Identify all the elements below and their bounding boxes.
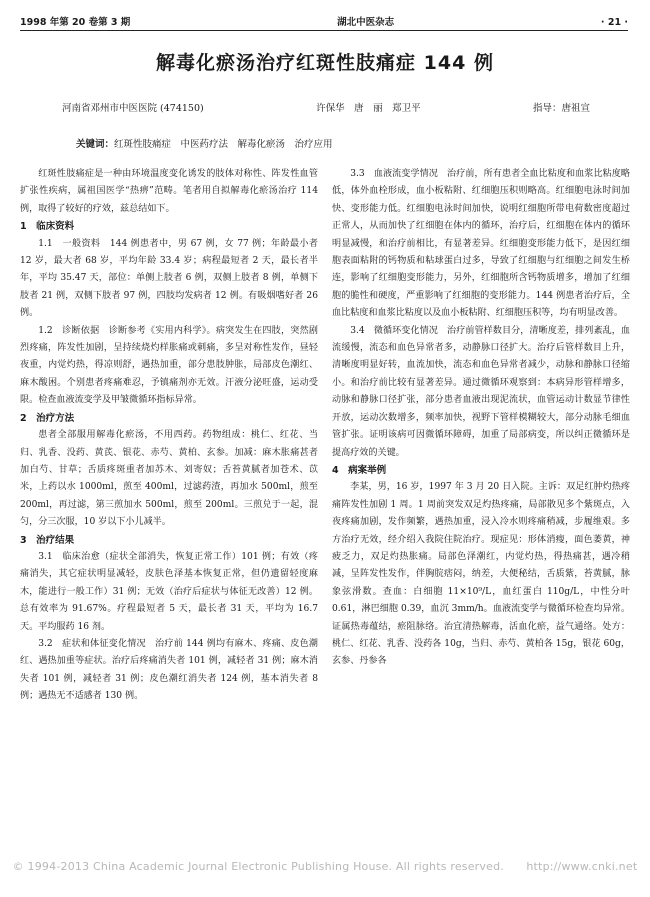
paragraph: 红斑性肢痛症是一种由环境温度变化诱发的肢体对称性、阵发性血管扩张性疾病，属祖国医学“热痹”范畴。笔者用自拟解毒化瘀汤治疗 114 例，取得了较好的疗效，兹总结如下。 (20, 169, 318, 214)
keywords (76, 136, 610, 150)
paragraph: 3.3 血液流变学情况 治疗前，所有患者全血比粘度和血浆比粘度略低，体外血栓形成，血小板粘附、红细胞压积则略高。红细胞电泳时间加快、变形能力低。红细胞电泳时间加快，说明红细胞所带电荷数密度超过正常人，从而加快了红细胞在体内的循环，治疗后，红细胞在体内的循环明显减慢，和治疗前相比，有显著差异。红细胞变形能力低下，是因红细胞表面粘附的钙物质和粘球蛋白过多，导致了红细胞与红细胞之间发生桥连，影响了红细胞变形能力，另外，红细胞所含钙物质增多，增加了红细胞的脆性和硬度，严重影响了红细胞的变形能力。144 例患者治疗后，全血比粘度和血浆比粘度以及血小板粘附、红细胞压积等，均有明显改善。 (332, 169, 630, 319)
article-title: 解毒化瘀汤治疗红斑性肢痛症 144 例 (156, 52, 494, 74)
header-rule (20, 30, 628, 31)
running-header (20, 8, 628, 28)
affiliation: 河南省邓州市中医医院 (474150) (62, 103, 204, 114)
advisor: 指导：唐祖宣 (532, 103, 590, 114)
paragraph: 1.2 诊断依据 诊断参考《实用内科学》。病突发生在四肢，突然剧烈疼痛，阵发性加剧，呈持续烧灼样胀痛或刺痛，多呈对称性发作，昼轻夜重，内觉灼热，得凉则舒，遇热加重，部分患肢肿胀，局部皮色潮红、麻木酸困。个别患者疼痛难忍，予镇痛剂亦无效。汗液分泌旺盛，运动受限。检查血液流变学及甲皱微循环指标异常。 (20, 325, 318, 406)
paragraph: 3.1 临床治愈（症状全部消失，恢复正常工作）101 例；有效（疼痛消失，其它症状明显减轻，皮肤色泽基本恢复正常，但仍遗留轻度麻木，能进行一般工作）31 例；无效（治疗后症状与体征无改善）12 例。总有效率为 91.67%。疗程最短者 5 天，最长者 31 天，平均为 16.7 天。平均服药 16 剂。 (20, 551, 318, 632)
page-number: · 21 · (600, 17, 628, 28)
paragraph: 3.2 症状和体征变化情况 治疗前 144 例均有麻木、疼痛、皮色潮红、遇热加重等症状。治疗后疼痛消失者 101 例，减轻者 31 例；麻木消失者 101 例，减轻者 31 例；皮色潮红消失者 124 例，基本消失者 8 例；遇热无不适感者 130 例。 (20, 638, 318, 702)
keywords-text: 红斑性肢痛症 中医药疗法 解毒化瘀汤 治疗应用 (114, 139, 333, 150)
section-heading: 2 治疗方法 (20, 412, 75, 424)
issue-info: 1998 年第 20 卷第 3 期 (20, 17, 131, 28)
journal-name: 湖北中医杂志 (337, 17, 395, 28)
copyright-footer: © 1994-2013 China Academic Journal Electronic Publishing House. All rights reserved. http://www.cnki.net (12, 860, 638, 873)
paragraph: 1.1 一般资料 144 例患者中，男 67 例，女 77 例；年龄最小者 12 岁，最大者 68 岁，平均年龄 33.4 岁；病程最短者 2 天，最长者半年，平均 35.47 天，部位：单侧上肢者 6 例，双侧上肢者 8 例，单侧下肢者 21 例，双侧下肢者 97 例，四肢均发病者 12 例。有吸烟嗜好者 26 例。 (20, 238, 318, 319)
paragraph: 李某，男，16 岁，1997 年 3 月 20 日入院。主诉：双足红肿灼热疼痛阵发性加剧 1 周。1 周前突发双足灼热疼痛，局部散见多个紫斑点，入夜疼痛加剧，发作频繁，遇热加重，浸入冷水则疼痛稍减，步履维艰。多方治疗无效，经介绍入我院住院治疗。现症见：形体消瘦，面色萎黄，神疲乏力，双足灼热胀痛。局部色泽潮红，内觉灼热，得热痛甚，遇冷稍减，呈阵发性发作，伴胸脘痞闷，纳差，大便秘结，舌质紫，苔黄腻，脉象弦滑数。查血：白细胞 11×10⁹/L，血红蛋白 110g/L，中性分叶 0.61，淋巴细胞 0.39，血沉 3mm/h。血液流变学与微循环检查均异常。证属热毒蕴结，瘀阻脉络。治宜清热解毒，活血化瘀，益气通络。处方：桃仁、红花、乳香、没药各 10g，当归、赤芍、黄柏各 15g，银花 60g，玄参、丹参各 (332, 482, 630, 667)
section-heading: 3 治疗结果 (20, 534, 75, 546)
paragraph: 患者全部服用解毒化瘀汤，不用西药。药物组成：桃仁、红花、当归、乳香、没药、黄芪、银花、赤芍、黄柏、玄参。加减：麻木胀痛甚者加白芍、甘草；舌质疼斑重者加苏木、刘寄奴；舌苔黄腻者加苍术、苡米，上药以水 1000ml，煎至 400ml，过滤药渣，再加水 500ml，煎至 200ml，再过滤，第三煎加水 500ml，煎至 200ml。三煎兑于一起，混匀，分三次服，10 岁以下小儿减半。 (20, 430, 318, 528)
section-heading: 4 病案举例 (332, 464, 387, 476)
left-column (20, 166, 318, 706)
keywords-label: 关键词： (76, 139, 115, 150)
author-line (62, 100, 590, 114)
right-column (332, 166, 630, 671)
author-names: 许保华 唐 丽 郑卫平 (316, 103, 421, 114)
section-heading: 1 临床资料 (20, 221, 75, 233)
paragraph: 3.4 微循环变化情况 治疗前管样数目分，清晰度差，排列紊乱，血流缓慢，流态和血色异常者多，动静脉口径扩大。治疗后管样数目上升，清晰度明显好转，血流加快，流态和血色异常者减少，动脉和静脉口径缩小。和治疗前比较有显著差异。通过微循环观察到：本病异形管样增多，动脉和静脉口径扩张，部分患者血液出现泥流状，血管运动计数显节律性开放，运动次数增多，频率加快，视野下管样模糊较大，部分动脉毛细血管扩张。证明该病可因微循环障碍，加重了局部病变，所以纠正微循环是提高疗效的关键。 (332, 325, 630, 458)
